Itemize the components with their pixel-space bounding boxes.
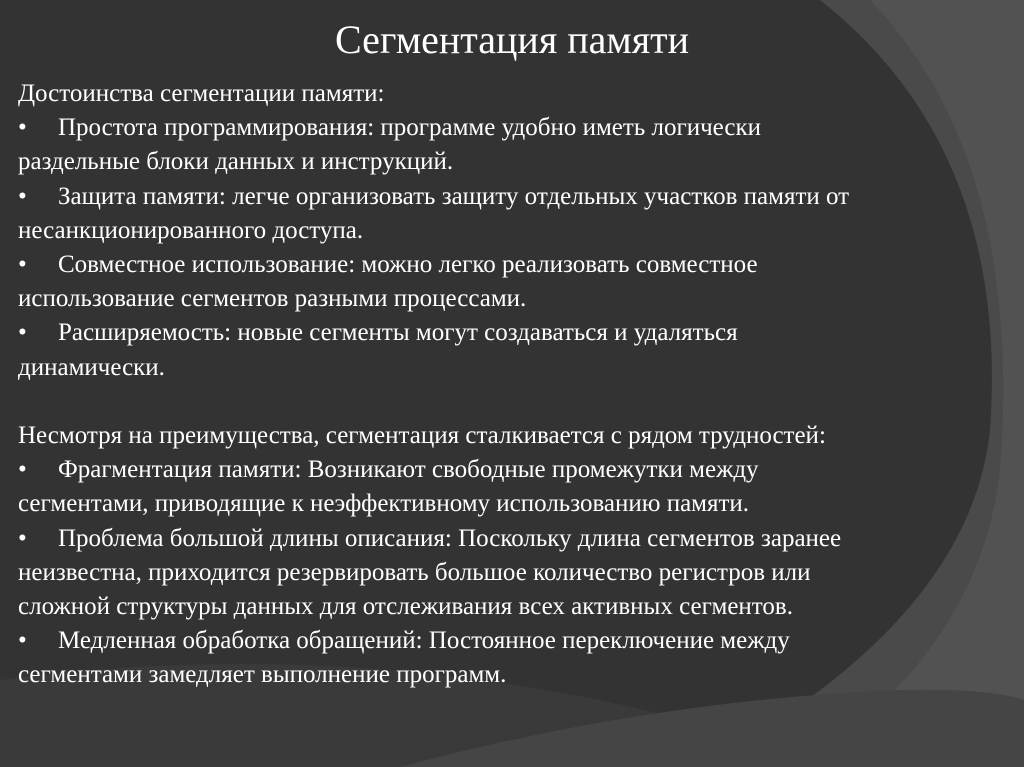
advantage-item: • Расширяемость: новые сегменты могут создаваться и удаляться динамически. [18, 316, 988, 384]
difficulty-item: • Медленная обработка обращений: Постоянное переключение между сегментами замедляет выполнение программ. [18, 624, 988, 692]
advantages-heading: Достоинства сегментации памяти: [18, 80, 385, 107]
bullet-icon: • [18, 627, 27, 655]
difficulty-item: • Фрагментация памяти: Возникают свободные промежутки между сегментами, приводящие к неэффективному использованию памяти. [18, 453, 988, 521]
paragraph-spacer [18, 385, 988, 419]
advantage-item: • Простота программирования: программе удобно иметь логически раздельные блоки данных и инструкций. [18, 111, 988, 179]
advantage-item: • Защита памяти: легче организовать защиту отдельных участков памяти от несанкционированного доступа. [18, 180, 988, 248]
bullet-icon: • [18, 456, 27, 484]
bullet-icon: • [18, 251, 27, 279]
bullet-icon: • [18, 524, 27, 552]
slide-title: Сегментация памяти [335, 17, 689, 62]
bullet-icon: • [18, 114, 27, 142]
slide-body [18, 77, 988, 693]
bullet-icon: • [18, 182, 27, 210]
difficulties-heading: Несмотря на преимущества, сегментация сталкивается с рядом трудностей: [18, 422, 826, 450]
bullet-icon: • [18, 319, 27, 347]
difficulty-item: • Проблема большой длины описания: Поскольку длина сегментов заранее неизвестна, приходится резервировать большое количество регистров или сложной структуры данных для отслеживания всех активных сегментов. [18, 522, 988, 625]
advantage-item: • Совместное использование: можно легко реализовать совместное использование сегментов разными процессами. [18, 248, 988, 316]
